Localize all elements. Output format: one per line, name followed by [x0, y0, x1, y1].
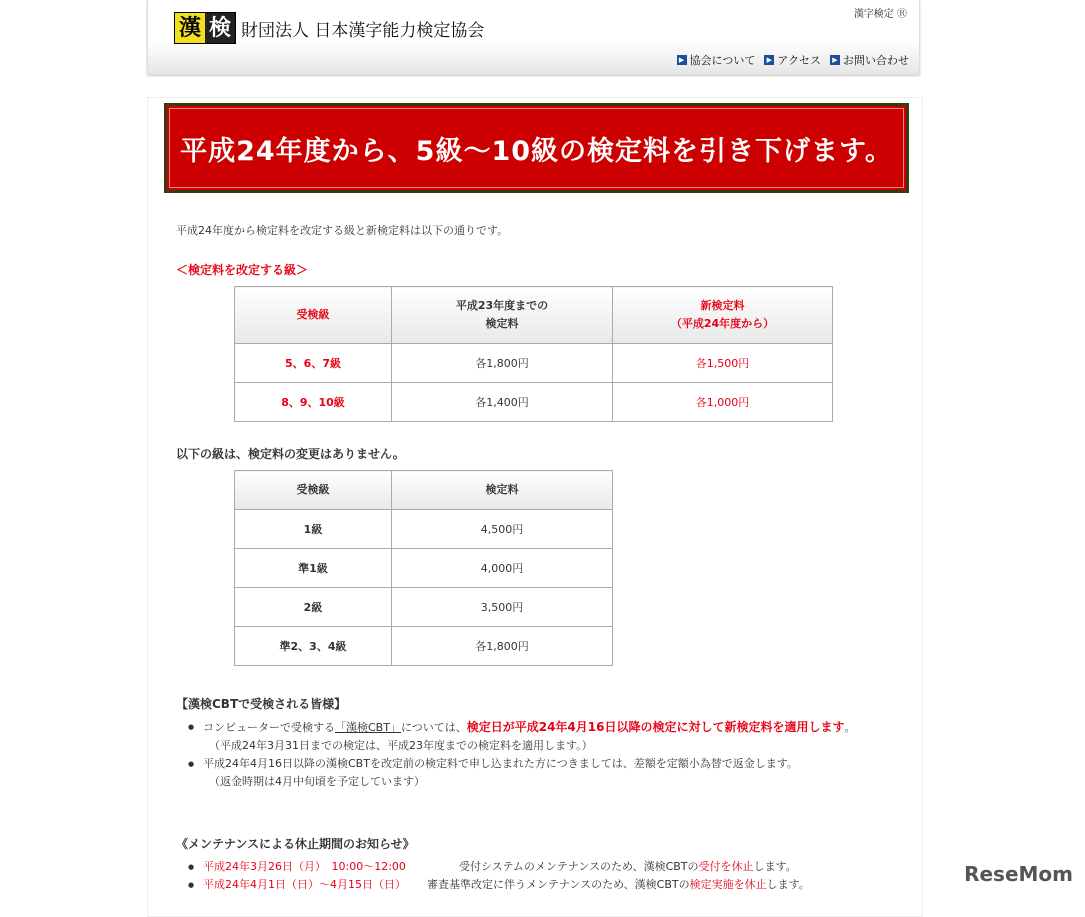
maintenance-list: [188, 858, 908, 894]
header-nav: [677, 52, 909, 68]
table-row: 1級 4,500円: [235, 510, 613, 549]
intro-text: 平成24年度から検定料を改定する級と新検定料は以下の通りです。: [176, 224, 509, 237]
col-header: 受検級: [235, 471, 392, 510]
banner-text: 平成24年度から、5級〜10級の検定料を引き下げます。: [169, 108, 904, 188]
table-row: 5、6、7級 各1,800円 各1,500円: [235, 344, 833, 383]
nav-access[interactable]: [764, 52, 821, 68]
arrow-icon: ▶: [677, 55, 687, 65]
col-header: 受検級: [235, 287, 392, 344]
section2-title: 以下の級は、検定料の変更はありません。: [176, 447, 405, 461]
nav-label: お問い合わせ: [843, 54, 909, 67]
maintenance-title: 《メンテナンスによる休止期間のお知らせ》: [176, 837, 415, 851]
col-header: 検定料: [392, 471, 613, 510]
col-header: 新検定料 （平成24年度から）: [613, 287, 833, 344]
logo-char: 検: [205, 13, 235, 43]
arrow-icon: ▶: [830, 55, 840, 65]
list-item: ● 平成24年4月16日以降の漢検CBTを改定前の検定料で申し込まれた方につきましては、差額を定額小為替で返金します。 （返金時期は4月中旬頃を予定しています）: [188, 755, 898, 791]
logo[interactable]: [174, 12, 484, 44]
table-row: 準2、3、4級 各1,800円: [235, 627, 613, 666]
cbt-list: [188, 718, 898, 791]
main-content: [147, 97, 923, 917]
nav-contact[interactable]: [830, 52, 909, 68]
unchanged-fee-table: [234, 470, 613, 666]
section1-title: ＜検定料を改定する級＞: [176, 263, 309, 277]
list-item: ● 平成24年3月26日（月） 10:00〜12:00 受付システムのメンテナンスのため、漢検CBTの受付を休止します。: [188, 858, 908, 876]
list-item: ● コンピューターで受検する「漢検CBT」については、検定日が平成24年4月16日以降の検定に対して新検定料を適用します。 （平成24年3月31日までの検定は、平成23年度までの検定料を適用します。）: [188, 718, 898, 755]
col-header: 平成23年度までの 検定料: [392, 287, 613, 344]
list-item: ● 平成24年4月1日（日）〜4月15日（日） 審査基準改定に伴うメンテナンスのため、漢検CBTの検定実施を休止します。: [188, 876, 908, 894]
nav-label: 協会について: [689, 54, 756, 67]
nav-label: アクセス: [777, 54, 821, 67]
arrow-icon: ▶: [764, 55, 774, 65]
kanken-logo-mark: [174, 12, 236, 44]
nav-about[interactable]: [677, 52, 756, 68]
site-header: [147, 0, 920, 75]
kanken-cbt-link[interactable]: 「漢検CBT」: [335, 721, 401, 734]
announcement-banner: [164, 103, 909, 193]
watermark: ReseMom: [964, 862, 1073, 886]
trademark: 漢字検定 Ⓡ: [853, 9, 907, 20]
logo-char: 漢: [175, 13, 205, 43]
org-name: 財団法人 日本漢字能力検定協会: [241, 20, 485, 41]
table-row: 準1級 4,000円: [235, 549, 613, 588]
table-row: 8、9、10級 各1,400円 各1,000円: [235, 383, 833, 422]
table-row: 2級 3,500円: [235, 588, 613, 627]
cbt-title: 【漢検CBTで受検される皆様】: [176, 697, 347, 711]
revised-fee-table: [234, 286, 833, 422]
